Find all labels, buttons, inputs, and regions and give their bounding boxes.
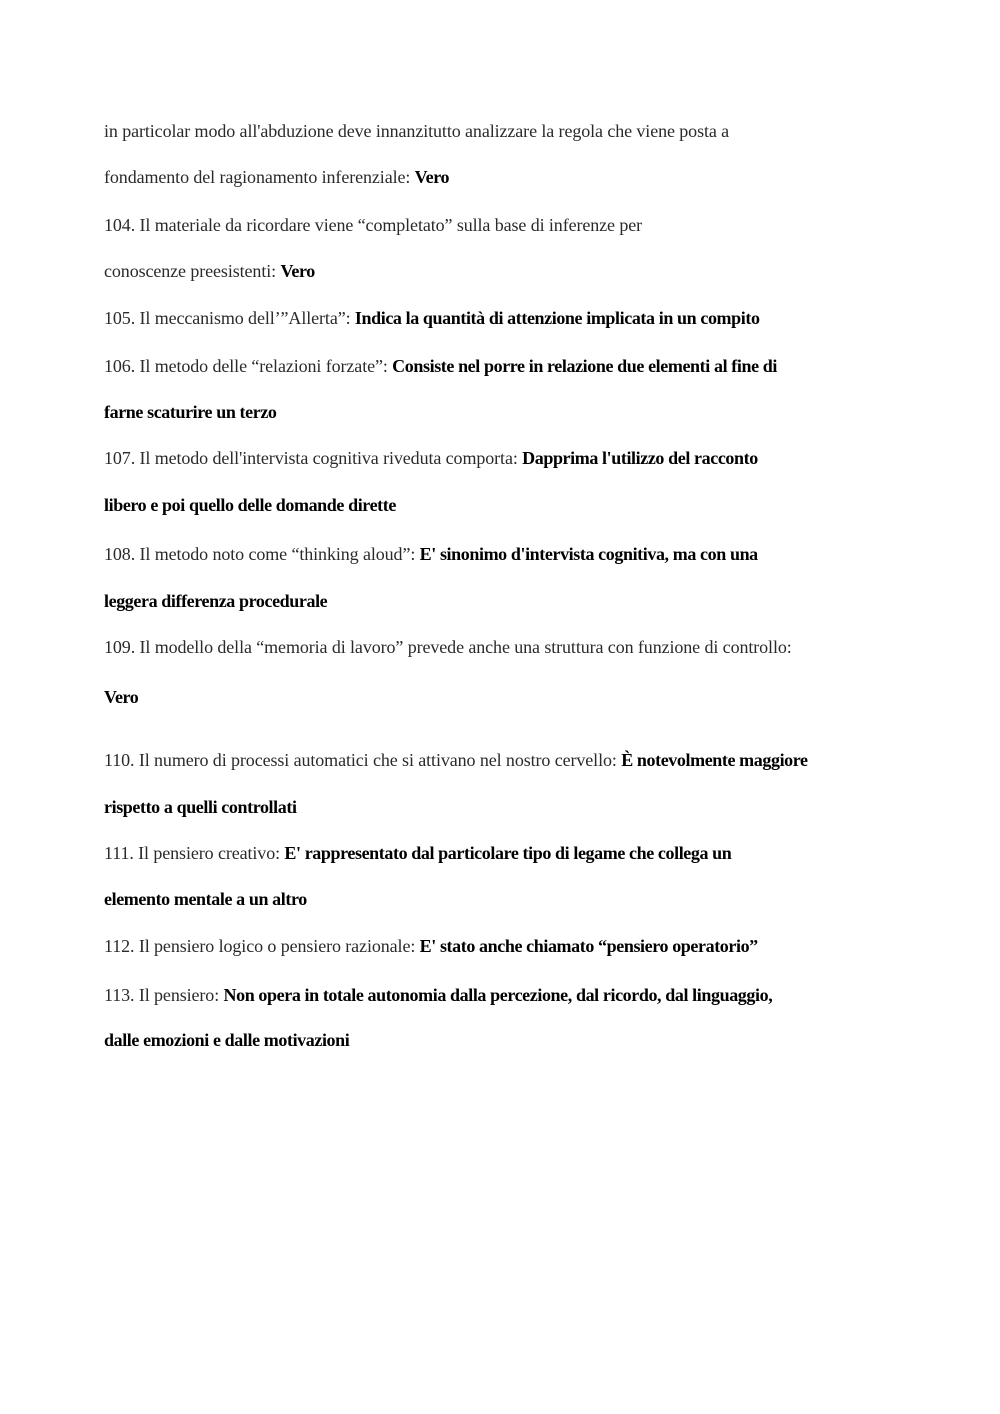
line-answer: Indica la quantità di attenzione implicata in un compito — [354, 308, 760, 328]
line-answer: libero e poi quello delle domande dirette — [104, 495, 396, 515]
line-text: 104. Il materiale da ricordare viene “completato” sulla base di inferenze per — [104, 215, 643, 235]
text-line — [104, 260, 940, 282]
question-110-line — [104, 749, 940, 771]
text-line — [104, 1029, 940, 1051]
line-answer: Consiste nel porre in relazione due elementi al fine di — [392, 356, 777, 376]
question-107-line — [104, 447, 940, 469]
line-answer: Vero — [414, 167, 450, 187]
line-answer: È notevolmente maggiore — [621, 750, 808, 770]
question-109-line — [104, 636, 940, 658]
text-line — [104, 166, 940, 188]
question-106-line — [104, 355, 940, 377]
line-answer: Vero — [280, 261, 315, 281]
line-text: 113. Il pensiero: — [104, 985, 224, 1005]
line-answer: leggera differenza procedurale — [104, 591, 328, 611]
line-text: 107. Il metodo dell'intervista cognitiva riveduta comporta: — [104, 448, 523, 468]
line-answer: E' sinonimo d'intervista cognitiva, ma con una — [419, 544, 758, 564]
question-108-line — [104, 543, 940, 565]
question-113-line — [104, 984, 940, 1006]
line-answer: Vero — [104, 687, 139, 707]
line-answer: farne scaturire un terzo — [104, 402, 277, 422]
question-112-line — [104, 935, 940, 957]
text-line — [104, 120, 940, 142]
line-answer: E' rappresentato dal particolare tipo di legame che collega un — [284, 843, 732, 863]
line-answer: rispetto a quelli controllati — [104, 797, 297, 817]
line-answer: Non opera in totale autonomia dalla percezione, dal ricordo, dal linguaggio, — [223, 985, 773, 1005]
line-text: conoscenze preesistenti: — [104, 261, 281, 281]
question-111-line — [104, 842, 940, 864]
question-105-line — [104, 307, 940, 329]
question-104-line — [104, 214, 940, 236]
line-text: 106. Il metodo delle “relazioni forzate”: — [104, 356, 393, 376]
line-text: in particolar modo all'abduzione deve innanzitutto analizzare la regola che viene posta a — [104, 121, 730, 141]
text-line — [104, 888, 940, 910]
text-line — [104, 401, 940, 423]
line-text: 108. Il metodo noto come “thinking aloud”: — [104, 544, 420, 564]
line-answer: dalle emozioni e dalle motivazioni — [104, 1030, 350, 1050]
line-text: fondamento del ragionamento inferenziale: — [104, 167, 415, 187]
line-answer: E' stato anche chiamato “pensiero operatorio” — [419, 936, 758, 956]
text-line — [104, 494, 940, 516]
line-text: 110. Il numero di processi automatici che si attivano nel nostro cervello: — [104, 750, 622, 770]
line-answer: elemento mentale a un altro — [104, 889, 307, 909]
text-line — [104, 686, 940, 708]
text-line — [104, 590, 940, 612]
text-line — [104, 796, 940, 818]
line-text: 111. Il pensiero creativo: — [104, 843, 285, 863]
line-text: 112. Il pensiero logico o pensiero razionale: — [104, 936, 420, 956]
line-text: 109. Il modello della “memoria di lavoro” prevede anche una struttura con funzione di controllo: — [104, 637, 792, 657]
line-answer: Dapprima l'utilizzo del racconto — [522, 448, 758, 468]
line-text: 105. Il meccanismo dell’”Allerta”: — [104, 308, 355, 328]
